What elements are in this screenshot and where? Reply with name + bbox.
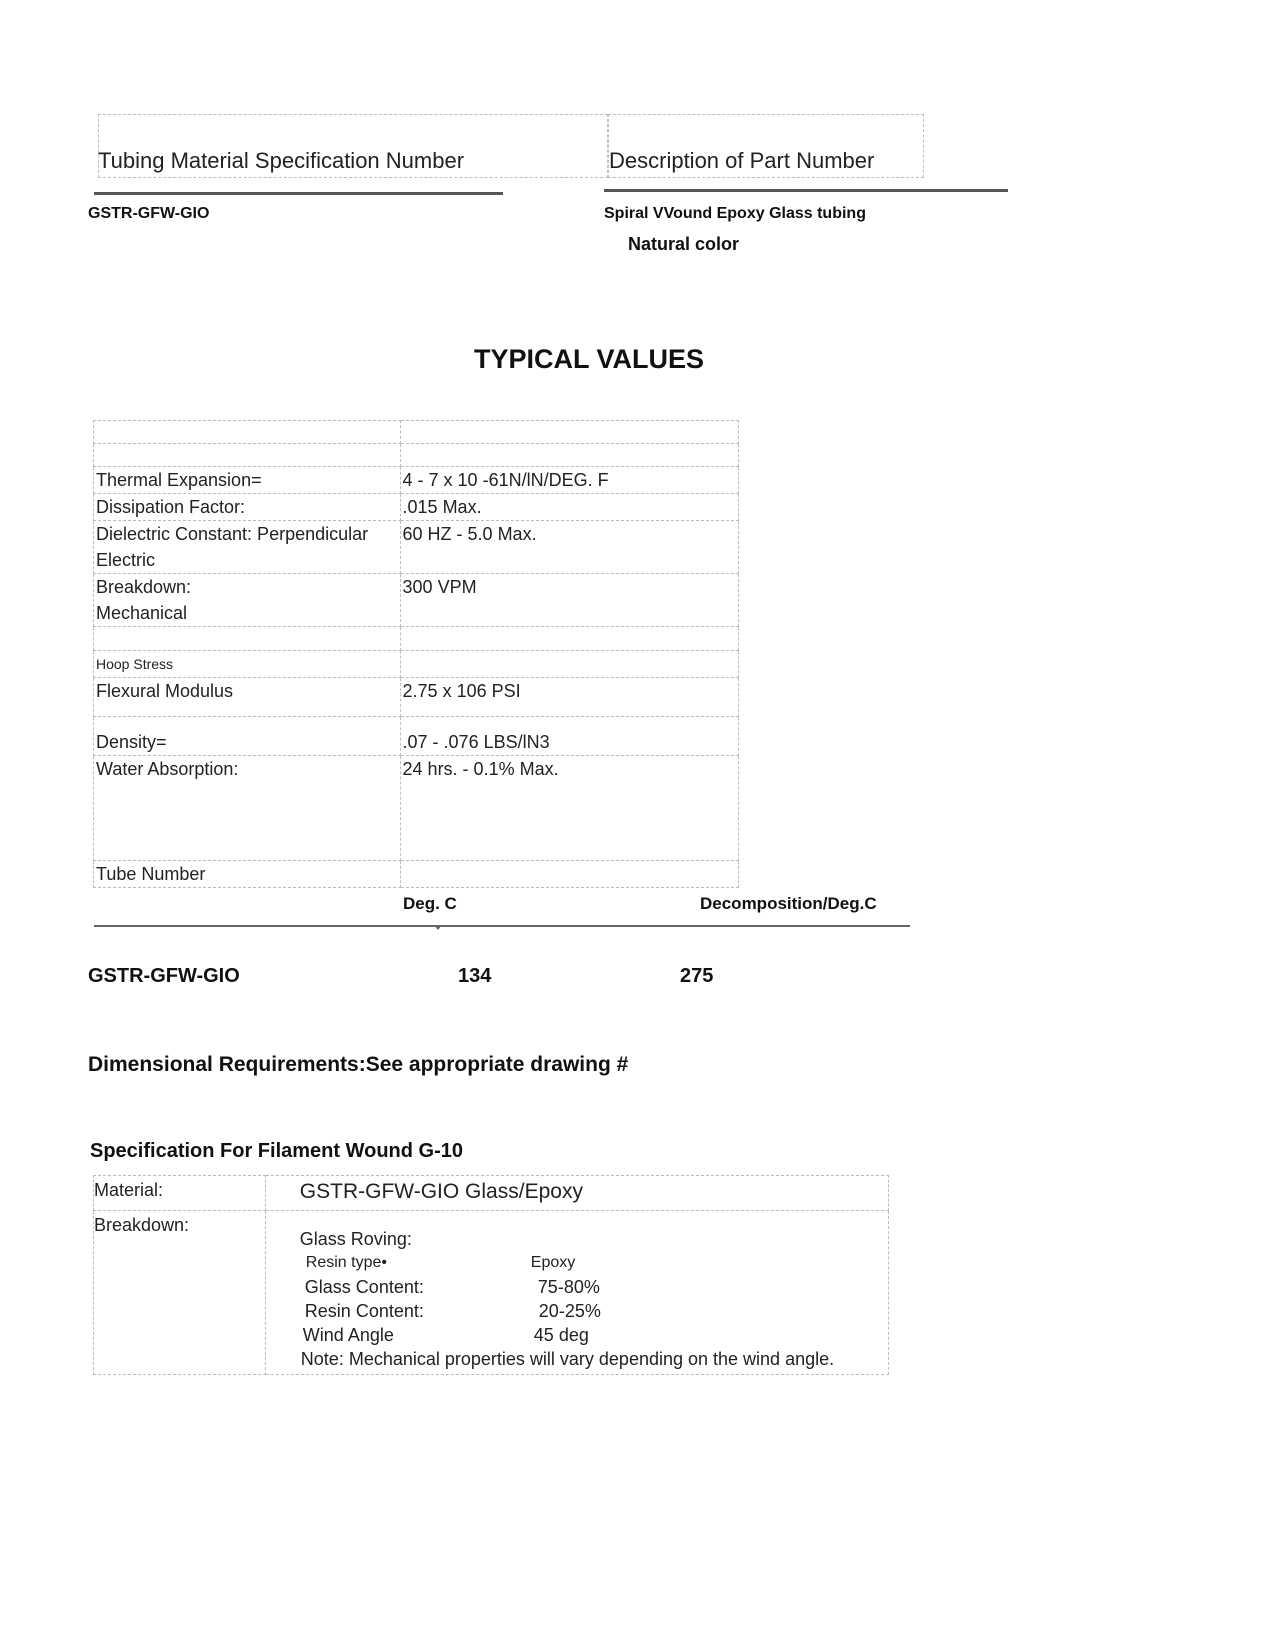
- row-label: [94, 421, 401, 444]
- description-label: Description of Part Number: [609, 148, 875, 173]
- decomposition-header: Decomposition/Deg.C: [700, 894, 877, 913]
- table-row: [94, 756, 739, 861]
- spec-number-label: Tubing Material Specification Number: [98, 148, 465, 173]
- table-row: [94, 1176, 889, 1211]
- resin-type-row: [300, 1251, 888, 1275]
- glass-content-key: Glass Content:: [304, 1277, 424, 1297]
- resin-type-value: Epoxy: [530, 1254, 576, 1271]
- description-value-2: Natural color: [628, 234, 740, 254]
- row-value: .015 Max.: [400, 494, 738, 521]
- table-row: [94, 678, 739, 717]
- table-row: [94, 467, 739, 494]
- resin-content-value: 20-25%: [538, 1301, 601, 1321]
- table-row: [94, 1211, 889, 1375]
- row-value: 60 HZ - 5.0 Max.: [400, 521, 738, 574]
- row-value: [400, 444, 738, 467]
- row-value: 300 VPM: [400, 574, 738, 627]
- spec-number-value: GSTR-GFW-GIO: [88, 205, 210, 222]
- row-value: [400, 651, 738, 678]
- description-value: Spiral VVound Epoxy Glass tubing: [604, 205, 866, 222]
- spec-table: [93, 1175, 889, 1375]
- decomposition-value: 275: [680, 965, 714, 987]
- material-value: GSTR-GFW-GIO Glass/Epoxy: [299, 1180, 583, 1203]
- row-value: 24 hrs. - 0.1% Max.: [400, 756, 738, 861]
- row-label: Dissipation Factor:: [94, 494, 401, 521]
- row-label: Density=: [94, 717, 401, 756]
- row-value: [400, 861, 738, 888]
- row-value: 4 - 7 x 10 -61N/lN/DEG. F: [400, 467, 738, 494]
- resin-content-row: [300, 1299, 888, 1323]
- temperature-rule: [94, 925, 910, 927]
- row-label: Hoop Stress: [94, 651, 401, 678]
- row-label: Dielectric Constant: Perpendicular Electric: [94, 521, 401, 574]
- glass-content-value: 75-80%: [537, 1277, 600, 1297]
- deg-c-value: 134: [458, 965, 492, 987]
- description-rule: [604, 189, 1008, 192]
- resin-content-key: Resin Content:: [304, 1301, 424, 1321]
- row-value: [400, 421, 738, 444]
- tube-number-value: GSTR-GFW-GIO: [88, 965, 240, 987]
- row-label: Tube Number: [94, 861, 401, 888]
- table-row: [94, 717, 739, 756]
- table-row: [94, 444, 739, 467]
- wind-angle-row: [300, 1323, 888, 1347]
- spec-title: Specification For Filament Wound G-10: [90, 1140, 463, 1162]
- row-label: Water Absorption:: [94, 756, 401, 861]
- material-label: Material:: [94, 1180, 164, 1200]
- table-row: [94, 651, 739, 678]
- row-label: Flexural Modulus: [94, 678, 401, 717]
- rule-tick: [434, 925, 442, 930]
- row-value: .07 - .076 LBS/lN3: [400, 717, 738, 756]
- dimensional-requirements: Dimensional Requirements:See appropriate drawing #: [88, 1053, 629, 1076]
- wind-angle-value: 45 deg: [533, 1325, 589, 1345]
- glass-roving-label: Glass Roving:: [299, 1229, 412, 1249]
- deg-c-header: Deg. C: [403, 894, 457, 913]
- row-value: 2.75 x 106 PSI: [400, 678, 738, 717]
- typical-values-table: [93, 420, 739, 888]
- row-label: [94, 444, 401, 467]
- spec-note: Note: Mechanical properties will vary depending on the wind angle.: [300, 1349, 835, 1369]
- table-row: [94, 574, 739, 627]
- typical-values-title: TYPICAL VALUES: [474, 344, 705, 374]
- table-row: [94, 421, 739, 444]
- glass-content-row: [300, 1275, 888, 1299]
- row-label: Thermal Expansion=: [94, 467, 401, 494]
- breakdown-label: Breakdown:: [94, 1215, 190, 1235]
- table-row: [94, 861, 739, 888]
- spec-number-rule: [94, 192, 503, 195]
- row-label: Breakdown: Mechanical: [94, 574, 401, 627]
- wind-angle-key: Wind Angle: [302, 1325, 394, 1345]
- resin-type-key: Resin type•: [305, 1254, 387, 1271]
- table-row: [94, 494, 739, 521]
- row-value: [400, 627, 738, 651]
- row-label: [94, 627, 401, 651]
- table-row: [94, 521, 739, 574]
- table-row: [94, 627, 739, 651]
